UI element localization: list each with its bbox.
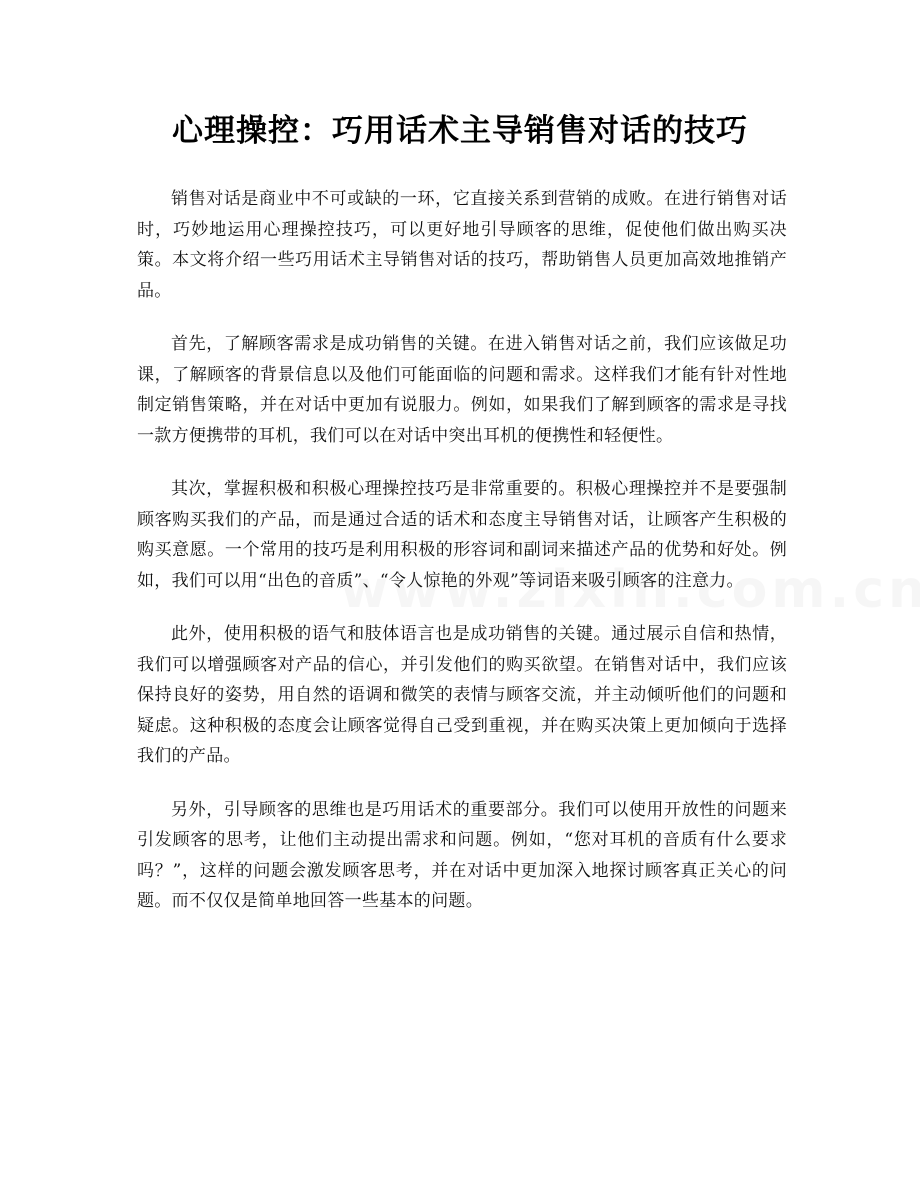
document-body: [137, 184, 787, 940]
paragraph-5: 另外，引导顾客的思维也是巧用话术的重要部分。我们可以使用开放性的问题来引发顾客的思考，让他们主动提出需求和问题。例如，“您对耳机的音质有什么要求吗？”，这样的问题会激发顾客思考，并在对话中更加深入地探讨顾客真正关心的问题。而不仅仅是简单地回答一些基本的问题。: [137, 799, 787, 911]
paragraph-4: 此外，使用积极的语气和肢体语言也是成功销售的关键。通过展示自信和热情，我们可以增强顾客对产品的信心，并引发他们的购买欲望。在销售对话中，我们应该保持良好的姿势，用自然的语调和微笑的表情与顾客交流，并主动倾听他们的问题和疑虑。这种积极的态度会让顾客觉得自己受到重视，并在购买决策上更加倾向于选择我们的产品。: [137, 624, 787, 766]
paragraph-2: 首先，了解顾客需求是成功销售的关键。在进入销售对话之前，我们应该做足功课，了解顾客的背景信息以及他们可能面临的问题和需求。这样我们才能有针对性地制定销售策略，并在对话中更加有说服力。例如，如果我们了解到顾客的需求是寻找一款方便携带的耳机，我们可以在对话中突出耳机的便携性和轻便性。: [137, 334, 787, 446]
document-title: 心理操控：巧用话术主导销售对话的技巧: [172, 113, 748, 149]
paragraph-3: 其次，掌握积极和积极心理操控技巧是非常重要的。积极心理操控并不是要强制顾客购买我们的产品，而是通过合适的话术和态度主导销售对话，让顾客产生积极的购买意愿。一个常用的技巧是利用积极的形容词和副词来描述产品的优势和好处。例如，我们可以用“出色的音质”、“令人惊艳的外观”等词语来吸引顾客的注意力。: [137, 479, 787, 591]
paragraph-1: 销售对话是商业中不可或缺的一环，它直接关系到营销的成败。在进行销售对话时，巧妙地运用心理操控技巧，可以更好地引导顾客的思维，促使他们做出购买决策。本文将介绍一些巧用话术主导销售对话的技巧，帮助销售人员更加高效地推销产品。: [137, 189, 787, 301]
